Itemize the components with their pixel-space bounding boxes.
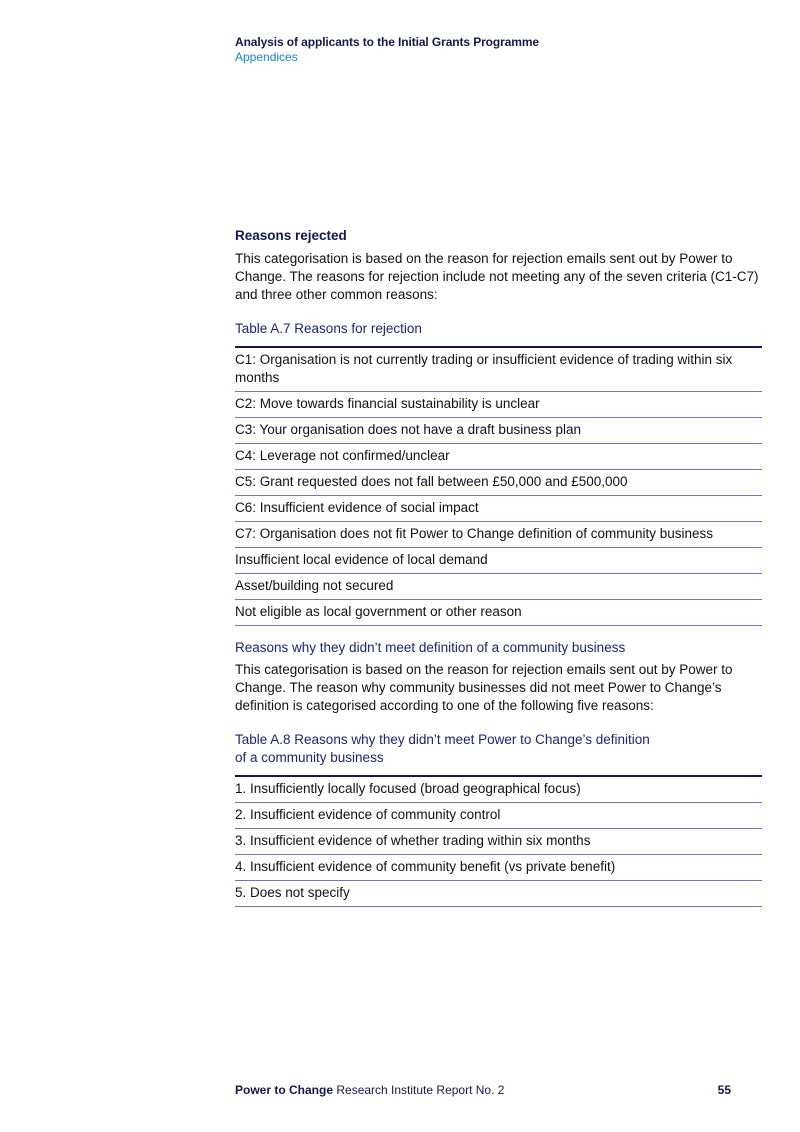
table-row: 3. Insufficient evidence of whether trading within six months <box>235 829 762 855</box>
table-row: 4. Insufficient evidence of community benefit (vs private benefit) <box>235 855 762 881</box>
table-row: Insufficient local evidence of local demand <box>235 548 762 574</box>
table-row: 1. Insufficiently locally focused (broad geographical focus) <box>235 777 762 803</box>
running-header <box>235 35 539 65</box>
table-a7 <box>235 346 762 626</box>
table-row: C5: Grant requested does not fall between £50,000 and £500,000 <box>235 470 762 496</box>
document-title: Analysis of applicants to the Initial Grants Programme <box>235 35 540 49</box>
table-caption-a8 <box>235 731 762 767</box>
page-number: 55 <box>717 1083 731 1097</box>
table-row: Not eligible as local government or other reason <box>235 600 762 626</box>
table-row: C1: Organisation is not currently trading or insufficient evidence of trading within six months <box>235 348 762 392</box>
table-row: C4: Leverage not confirmed/unclear <box>235 444 762 470</box>
table-row: C7: Organisation does not fit Power to Change definition of community business <box>235 522 762 548</box>
table-row: C6: Insufficient evidence of social impact <box>235 496 762 522</box>
page-content <box>235 228 762 921</box>
table-row: 2. Insufficient evidence of community control <box>235 803 762 829</box>
table-row: C2: Move towards financial sustainability is unclear <box>235 392 762 418</box>
section-heading-reasons-rejected: Reasons rejected <box>235 228 347 243</box>
table-caption-a7: Table A.7 Reasons for rejection <box>235 321 422 336</box>
table-row: C3: Your organisation does not have a draft business plan <box>235 418 762 444</box>
footer-brand: Power to Change <box>235 1083 334 1097</box>
table-a8 <box>235 775 762 907</box>
footer-report: Research Institute Report No. 2 <box>333 1083 505 1097</box>
table-row: 5. Does not specify <box>235 881 762 907</box>
table-row: Asset/building not secured <box>235 574 762 600</box>
section-paragraph: This categorisation is based on the reason for rejection emails sent out by Power to Change. The reason why community businesses did not meet Power to Change’s definition is categorised according to one of the following five reasons: <box>235 662 733 713</box>
section-label: Appendices <box>235 50 298 64</box>
section-heading-definition: Reasons why they didn’t meet definition of a community business <box>235 640 626 655</box>
caption-line: of a community business <box>235 750 384 765</box>
section-paragraph: This categorisation is based on the reason for rejection emails sent out by Power to Change. The reasons for rejection include not meeting any of the seven criteria (C1-C7) and three other common reasons: <box>235 251 759 302</box>
page-footer <box>235 1083 731 1097</box>
caption-line: Table A.8 Reasons why they didn’t meet Power to Change’s definition <box>235 732 650 747</box>
